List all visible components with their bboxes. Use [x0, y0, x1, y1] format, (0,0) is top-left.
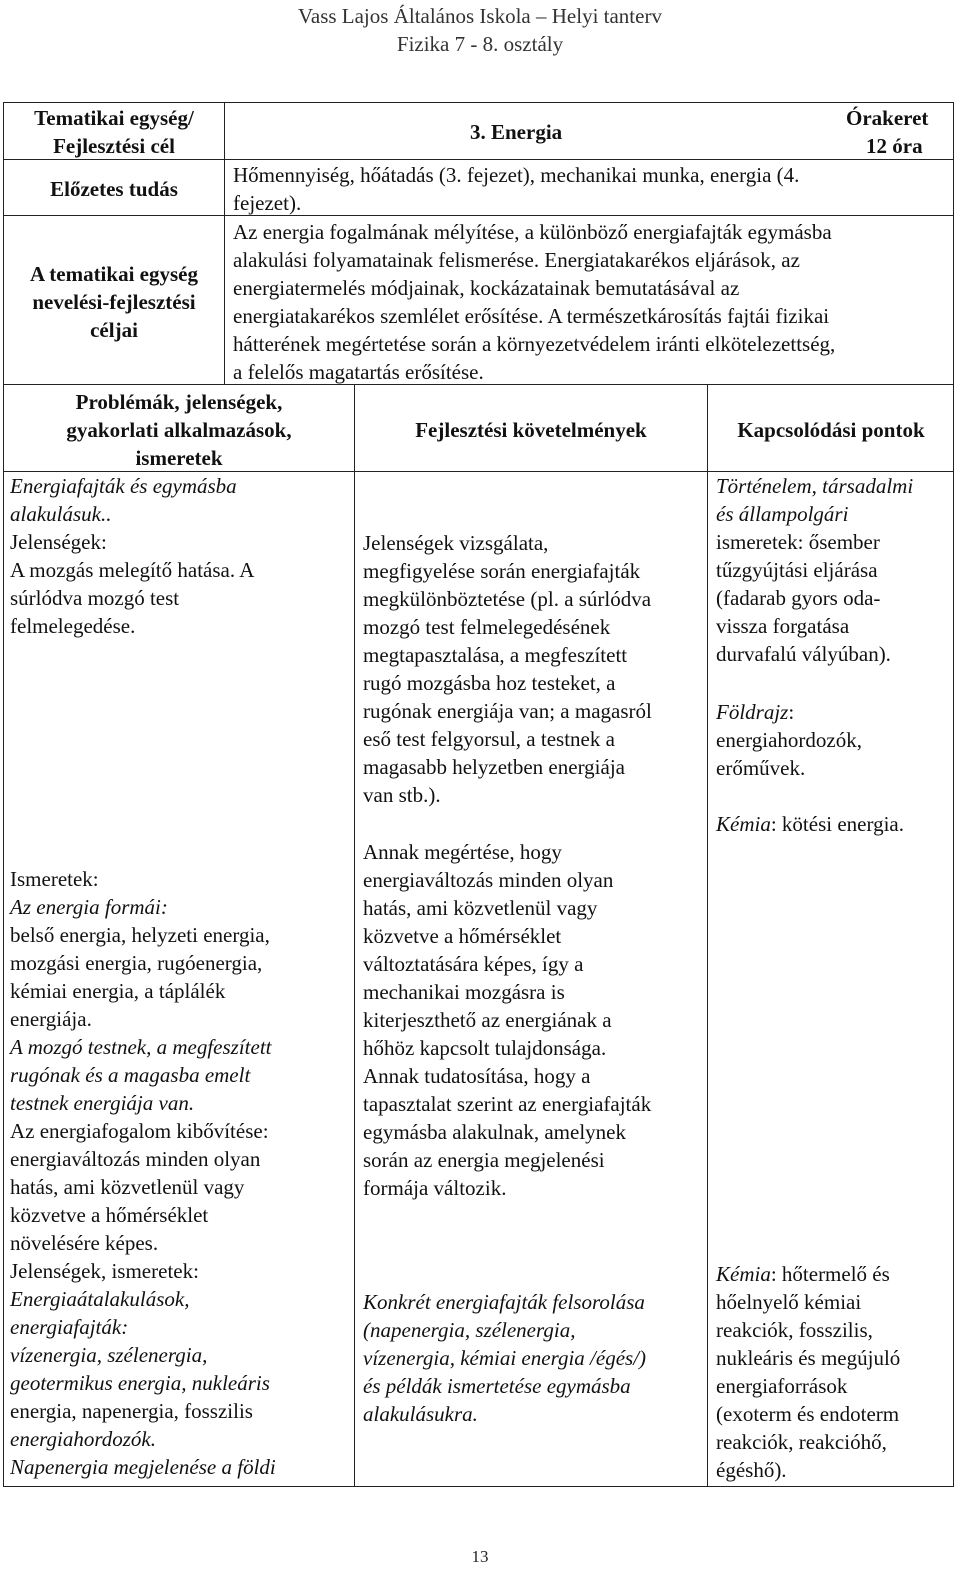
label-elozetes-tudas: Előzetes tudás	[50, 177, 178, 201]
divider-label-column	[224, 102, 225, 384]
col1-content: Energiafajták és egymásba alakulásuk.. Jelenségek: A mozgás melegítő hatása. A súrlódva mozgó test felmelegedése.	[10, 474, 255, 638]
divider-col1	[354, 384, 355, 1487]
label-tematikai-egyseg: Tematikai egység/ Fejlesztési cél	[34, 106, 194, 158]
hours-label: Órakeret	[846, 106, 929, 130]
page-number: 13	[471, 1547, 489, 1566]
col3-chemistry-1: Kémia: kötési energia.	[716, 812, 904, 836]
col2-requirements-1: Jelenségek vizsgálata, megfigyelése során energiafajták megkülönböztetése (pl. a súrlódva mozgó test felmelegedésének megtapasztalása, a megfeszített rugó mozgásba hoz testeket, a rugónak energiája van; a magasról eső test felgyorsul, a testnek a magasabb helyzetben energiája van stb.).	[363, 531, 652, 807]
topic-title: 3. Energia	[470, 120, 563, 144]
col3-geography: Földrajz: energiahordozók, erőművek.	[716, 700, 862, 780]
col3-history: Történelem, társadalmi és állampolgári ismeretek: ősember tűzgyújtási eljárása (fadarab gyors oda- vissza forgatása durvafalú vályúban).	[716, 474, 914, 666]
header-subject: Fizika 7 - 8. osztály	[396, 32, 564, 56]
col2-requirements-3: Konkrét energiafajták felsorolása (napenergia, szélenergia, vízenergia, kémiai energia /égés/) és példák ismertetése egymásba alakulásukra.	[363, 1290, 647, 1426]
col1-knowledge: Ismeretek: Az energia formái: belső energia, helyzeti energia, mozgási energia, rugóenergia, kémiai energia, a táplálék energiája. A mozgó testnek, a megfeszített rugónak és a magasba emelt testnek energiája van. Az energiafogalom kibővítése: energiaváltozás minden olyan hatás, ami közvetlenül vagy közvetve a hőmérséklet növelésére képes. Jelenségek, ismeretek: Energiaátalakulások, energiafajták: vízenergia, szélenergia, geotermikus energia, nukleáris energia, napenergia, fosszilis energiahordozók. Napenergia megjelenése a földi	[10, 867, 276, 1479]
column-header-problems: Problémák, jelenségek, gyakorlati alkalmazások, ismeretek	[66, 390, 292, 470]
header-school: Vass Lajos Általános Iskola – Helyi tanterv	[298, 4, 662, 28]
column-header-connections: Kapcsolódási pontok	[737, 418, 925, 442]
label-celjai: A tematikai egység nevelési-fejlesztési céljai	[30, 262, 198, 342]
col3-chemistry-2: Kémia: hőtermelő és hőelnyelő kémiai reakciók, fosszilis, nukleáris és megújuló energiaforrások (exoterm és endoterm reakciók, reakcióhő, égéshő).	[716, 1262, 901, 1482]
hours-value: 12 óra	[866, 134, 923, 158]
divider-col2	[707, 384, 708, 1487]
column-header-requirements: Fejlesztési követelmények	[415, 418, 647, 442]
prior-knowledge-text: Hőmennyiség, hőátadás (3. fejezet), mechanikai munka, energia (4. fejezet).	[233, 163, 800, 215]
goals-text: Az energia fogalmának mélyítése, a különböző energiafajták egymásba alakulási folyamatainak felismerése. Energiatakarékos eljárások, az energiatermelés módjainak, kockázatainak bemutatásával az energiatakarékos szemlélet erősítése. A természetkárosítás fajtái fizikai hátterének megértetése során a környezetvédelem iránti elkötelezettség, a felelős magatartás erősítése.	[233, 220, 836, 384]
col2-requirements-2: Annak megértése, hogy energiaváltozás minden olyan hatás, ami közvetlenül vagy közvetve a hőmérséklet változtatására képes, így a mechanikai mozgásra is kiterjeszthető az energiának a hőhöz kapcsolt tulajdonsága. Annak tudatosítása, hogy a tapasztalat szerint az energiafajták egymásba alakulnak, amelynek során az energia megjelenési formája változik.	[363, 840, 652, 1200]
